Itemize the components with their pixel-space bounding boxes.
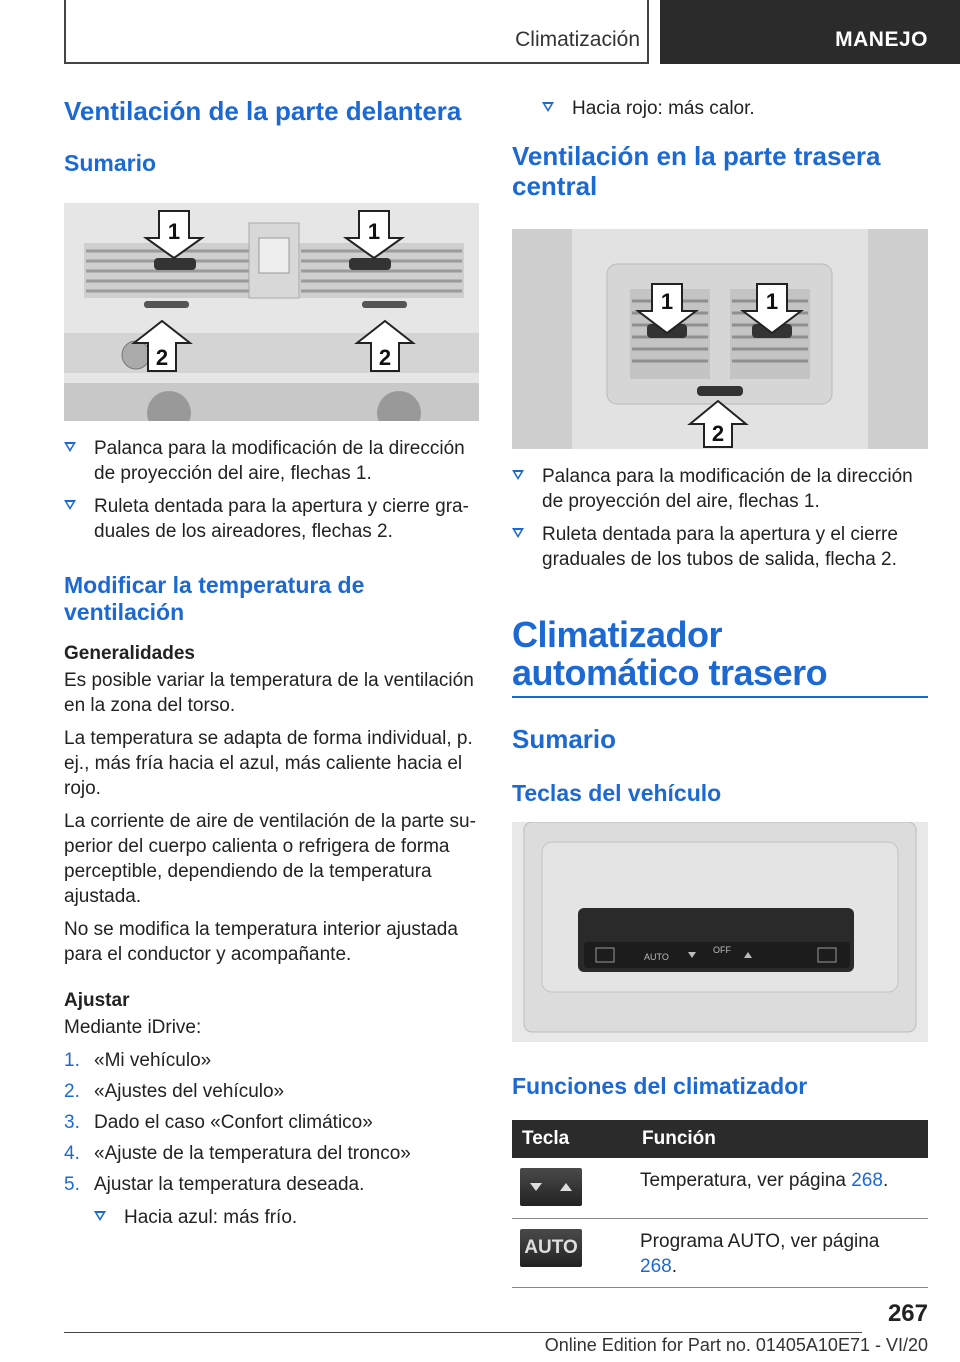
section-tab-label: MANEJO xyxy=(835,28,928,51)
rear-vents-image xyxy=(512,229,928,449)
left-column-body xyxy=(64,436,479,1230)
bullet-triangle-icon xyxy=(64,442,76,452)
paragraph: Es posible variar la temperatura de la ventilación en la zona del torso. xyxy=(64,670,474,716)
arrow-label-1b: 1 xyxy=(367,219,381,244)
list-item: 1. «Mi vehículo» xyxy=(64,1050,212,1071)
list-item: Hacia azul: más frío. xyxy=(94,1205,479,1230)
header-rule-left xyxy=(64,0,66,64)
paragraph: La temperatura se adapta de forma individual, p. ej., más fría hacia el azul, más caliente hacia el rojo. xyxy=(64,728,473,799)
heading-rear-ventilation: Ventilación en la parte trasera central xyxy=(512,141,881,201)
page-number: 267 xyxy=(887,1300,928,1327)
list-item: Ruleta dentada para la apertura y el cierre graduales de los tubos de salida, flecha 2. xyxy=(512,522,928,572)
heading-modify-temperature: Modificar la temperatura de ventilación xyxy=(64,572,365,625)
bullet-triangle-icon xyxy=(542,102,554,112)
table-header-function: Función xyxy=(632,1120,928,1158)
page-link[interactable]: 268 xyxy=(640,1255,672,1277)
arrow-label-2: 2 xyxy=(711,421,725,446)
paragraph: Mediante iDrive: xyxy=(64,1017,202,1038)
list-item: Ruleta dentada para la apertura y cierre graduales de los aireadores, flechas 2. xyxy=(64,494,479,544)
bullet-triangle-icon xyxy=(64,500,76,510)
list-item: 2. «Ajustes del vehículo» xyxy=(64,1081,285,1102)
list-item: Palanca para la modificación de la dirección de proyección del aire, flechas 1. xyxy=(64,436,479,486)
rear-control-panel-illustration xyxy=(512,822,928,1042)
table-row: Temperatura, ver página 268. xyxy=(512,1158,928,1218)
heading-vehicle-keys: Teclas del vehículo xyxy=(512,780,722,806)
heading-front-ventilation: Ventilación de la parte delantera xyxy=(64,96,462,126)
list-item: 5. Ajustar la temperatura deseada. xyxy=(64,1174,365,1195)
heading-summary-rear: Sumario xyxy=(512,724,617,754)
heading-rear-climate-control: Climatizador automático trasero xyxy=(512,614,828,693)
header-rule-bottom xyxy=(64,62,649,64)
edition-note: Online Edition for Part no. 01405A10E71 - VI/20 xyxy=(544,1335,928,1355)
table-header-row xyxy=(512,1120,928,1158)
front-vents-illustration xyxy=(64,203,479,421)
temperature-keys-icon xyxy=(520,1168,582,1206)
chapter-title: Climatización xyxy=(515,28,640,51)
bullet-triangle-icon xyxy=(512,528,524,538)
arrow-label-1b: 1 xyxy=(765,289,779,314)
bullet-triangle-icon xyxy=(94,1211,106,1221)
section-rule xyxy=(512,696,928,698)
right-column-body xyxy=(512,464,928,692)
list-item: 3. Dado el caso «Confort climático» xyxy=(64,1112,373,1133)
right-column xyxy=(512,96,928,201)
rear-vents-illustration xyxy=(512,229,928,449)
off-key-label: OFF xyxy=(713,945,731,955)
arrow-label-1a: 1 xyxy=(660,289,674,314)
heading-adjust: Ajustar xyxy=(64,990,130,1011)
arrow-label-2a: 2 xyxy=(155,345,169,370)
list-item: Hacia rojo: más calor. xyxy=(542,96,928,121)
right-column-lower xyxy=(512,724,928,807)
table-row: AUTO Programa AUTO, ver página 268. xyxy=(512,1218,928,1287)
arrow-label-2b: 2 xyxy=(378,345,392,370)
heading-climate-functions: Funciones del climatizador xyxy=(512,1073,808,1099)
header-rule-right xyxy=(647,0,649,64)
arrow-label-1a: 1 xyxy=(167,219,181,244)
section-tab[interactable] xyxy=(660,0,960,64)
auto-key-label: AUTO xyxy=(644,952,669,962)
front-vents-image xyxy=(64,203,479,421)
paragraph: La corriente de aire de ventilación de la parte superior del cuerpo calienta o refrigera de forma perceptible, dependiendo de la temperatura ajustada. xyxy=(64,811,476,907)
heading-general: Generalidades xyxy=(64,643,195,664)
paragraph: No se modifica la temperatura interior ajustada para el conductor y acompañante. xyxy=(64,919,458,965)
list-item: 4. «Ajuste de la temperatura del tronco» xyxy=(64,1143,411,1164)
rear-control-panel-image xyxy=(512,822,928,1042)
auto-key-icon: AUTO xyxy=(520,1229,582,1267)
functions-table xyxy=(512,1120,928,1288)
page-link[interactable]: 268 xyxy=(851,1170,883,1191)
heading-summary: Sumario xyxy=(64,150,157,176)
list-item: Palanca para la modificación de la dirección de proyección del aire, flechas 1. xyxy=(512,464,928,514)
footer-rule xyxy=(64,1332,862,1333)
left-column xyxy=(64,96,479,177)
table-header-key: Tecla xyxy=(512,1120,632,1158)
steps-list xyxy=(64,1048,479,1230)
bullet-triangle-icon xyxy=(512,470,524,480)
